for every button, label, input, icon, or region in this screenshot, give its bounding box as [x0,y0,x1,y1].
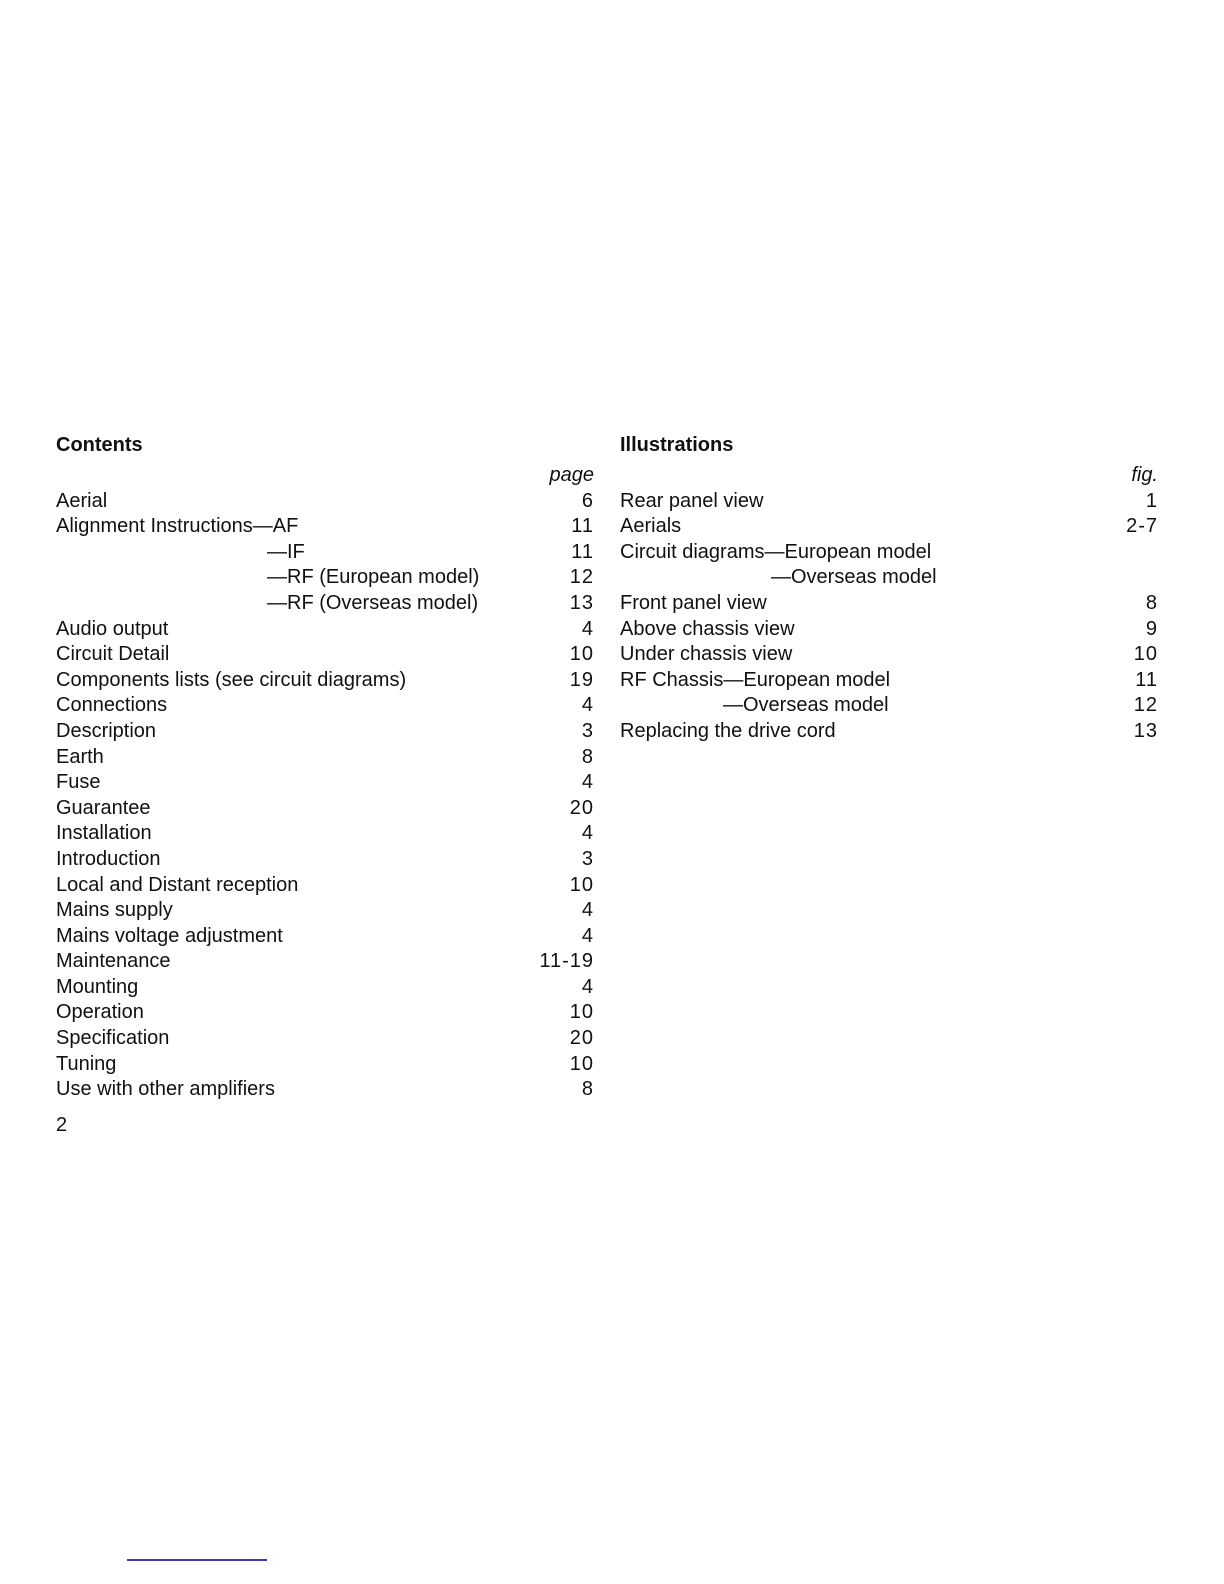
illustration-entry [620,642,1158,668]
contents-entry [56,591,594,617]
illustration-entry [620,514,1158,540]
entry-label: Local and Distant reception [56,873,299,896]
fig-column-label: fig. [1131,464,1158,486]
contents-entry [56,617,594,643]
entry-label: Above chassis view [620,617,795,640]
entry-number: 3 [581,847,594,870]
entry-number: 13 [569,591,594,614]
entry-label: Aerial [56,489,108,512]
contents-entry [56,719,594,745]
entry-number: 9 [1145,617,1158,640]
contents-entry [56,514,594,540]
illustration-entry [620,719,1158,745]
entry-number: 12 [569,566,594,589]
page-column-label: page [549,464,594,486]
contents-entry [56,1052,594,1078]
entry-label: Circuit diagrams—European model [620,540,932,563]
entry-label: Replacing the drive cord [620,719,836,742]
contents-entry [56,924,594,950]
entry-number: 20 [569,1027,594,1050]
contents-entry [56,642,594,668]
contents-entry [56,540,594,566]
entry-label: Circuit Detail [56,643,170,666]
contents-entry [56,1000,594,1026]
illustration-entry [620,489,1158,515]
entry-label: Alignment Instructions—AF [56,515,299,538]
entry-label: Tuning [56,1052,117,1075]
entry-number: 10 [1133,643,1158,666]
illustration-entry [620,668,1158,694]
entry-number: 4 [581,771,594,794]
entry-label: Under chassis view [620,643,793,666]
entry-label: Guarantee [56,796,151,819]
entry-label: Use with other amplifiers [56,1078,275,1101]
contents-entry [56,847,594,873]
entry-number: 10 [569,873,594,896]
contents-entry [56,745,594,771]
contents-entry [56,693,594,719]
entry-number: 10 [569,1052,594,1075]
illustration-entry [620,565,1158,591]
footer-rule [127,1559,267,1561]
contents-entry [56,975,594,1001]
entry-label: Introduction [56,847,161,870]
entry-number: 4 [581,899,594,922]
entry-label: —Overseas model [771,566,937,589]
entry-label: —RF (Overseas model) [267,591,479,614]
entry-number: 8 [581,1078,594,1101]
illustrations-list [620,489,1158,745]
entry-number: 3 [581,719,594,742]
entry-number: 10 [569,1001,594,1024]
contents-list [56,489,594,1103]
entry-number: 12 [1133,694,1158,717]
entry-number: 4 [581,822,594,845]
entry-label: Rear panel view [620,489,764,512]
entry-label: Specification [56,1027,170,1050]
entry-label: Aerials [620,515,682,538]
entry-label: Maintenance [56,950,171,973]
contents-entry [56,668,594,694]
entry-number: 11 [571,515,594,538]
contents-entry [56,1026,594,1052]
entry-number: 2-7 [1126,515,1158,538]
entry-label: Mains supply [56,899,173,922]
entry-label: Components lists (see circuit diagrams) [56,668,407,691]
contents-entry [56,898,594,924]
entry-label: —RF (European model) [267,566,480,589]
entry-label: —IF [267,540,305,563]
illustrations-column [620,432,1158,745]
contents-entry [56,796,594,822]
entry-number: 10 [569,643,594,666]
entry-label: Connections [56,694,168,717]
entry-label: Front panel view [620,591,767,614]
entry-number: 4 [581,924,594,947]
entry-number: 13 [1133,719,1158,742]
contents-entry [56,1077,594,1103]
illustration-entry [620,591,1158,617]
contents-entry [56,949,594,975]
contents-column [56,432,594,1103]
entry-number: 20 [569,796,594,819]
entry-number: 11-19 [539,950,594,973]
entry-number: 8 [581,745,594,768]
contents-heading: Contents [56,434,143,456]
page-number: 2 [56,1114,68,1136]
entry-number: 11 [571,540,594,563]
contents-entry [56,821,594,847]
entry-number: 6 [581,489,594,512]
entry-number: 4 [581,694,594,717]
illustrations-heading: Illustrations [620,434,734,456]
entry-label: —Overseas model [723,694,889,717]
entry-label: Description [56,719,157,742]
entry-number: 11 [1135,668,1158,691]
entry-label: Installation [56,822,152,845]
entry-number: 8 [1145,591,1158,614]
entry-label: Mounting [56,975,139,998]
entry-label: Fuse [56,771,101,794]
entry-label: RF Chassis—European model [620,668,891,691]
illustration-entry [620,693,1158,719]
entry-number: 1 [1145,489,1158,512]
contents-entry [56,565,594,591]
entry-label: Operation [56,1001,144,1024]
contents-entry [56,489,594,515]
contents-entry [56,770,594,796]
entry-label: Mains voltage adjustment [56,924,283,947]
entry-label: Audio output [56,617,169,640]
illustration-entry [620,617,1158,643]
entry-number: 4 [581,975,594,998]
entry-number: 19 [569,668,594,691]
illustration-entry [620,540,1158,566]
contents-entry [56,873,594,899]
entry-label: Earth [56,745,104,768]
entry-number: 4 [581,617,594,640]
